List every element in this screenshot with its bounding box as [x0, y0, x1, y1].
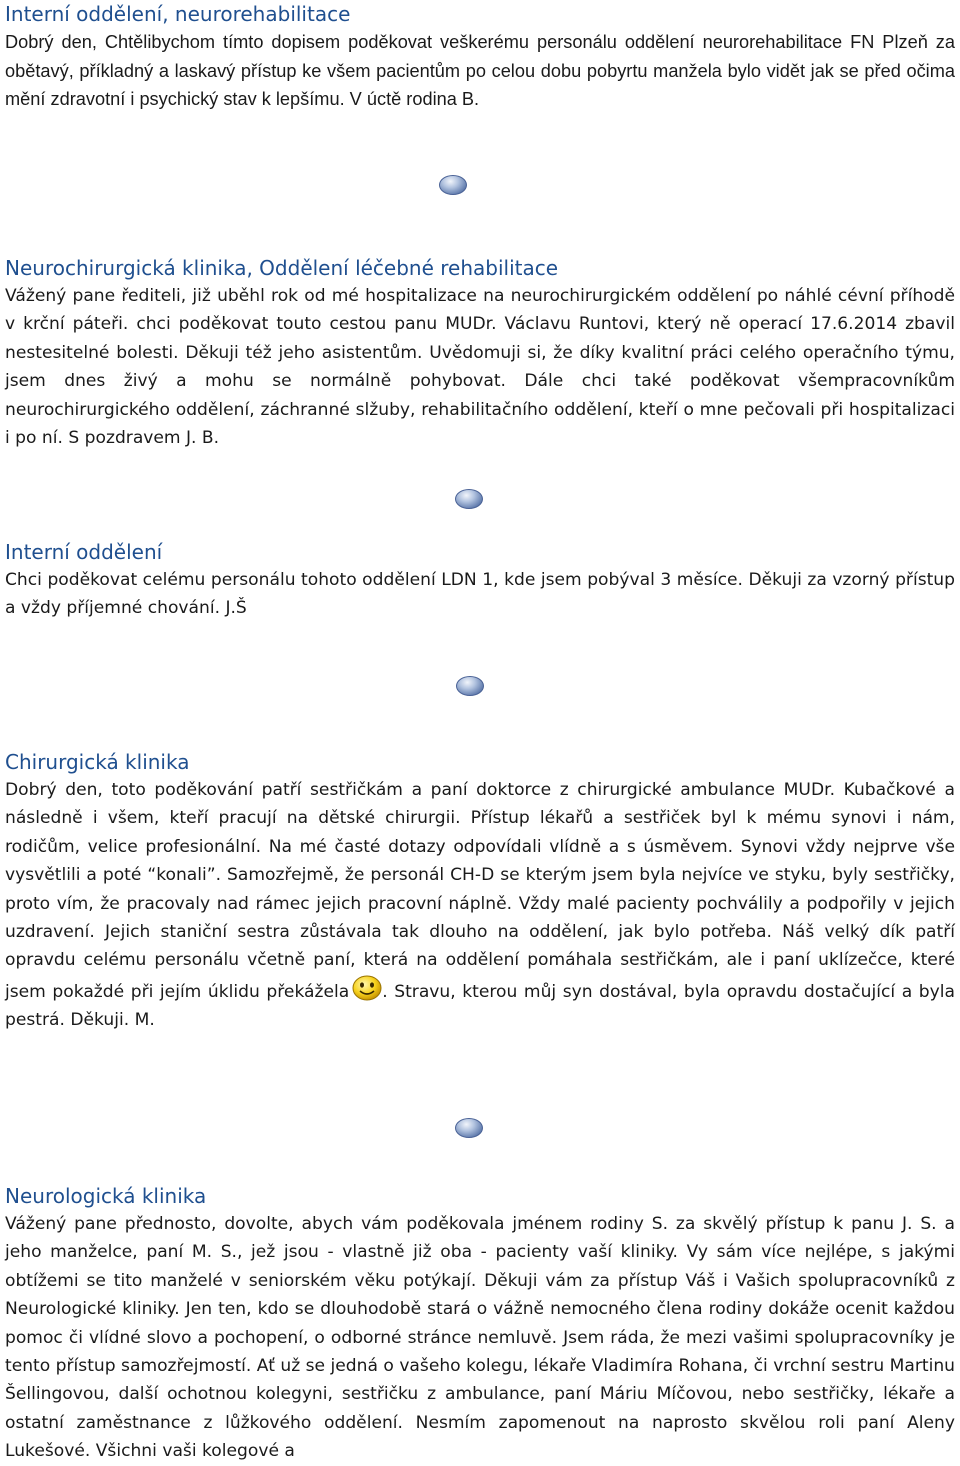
section-chirurgicka: [5, 748, 955, 1035]
section-neurologicka: [5, 1182, 955, 1466]
smiley-icon: [352, 975, 382, 1001]
section-body: Dobrý den, Chtělibychom tímto dopisem poděkovat veškerému personálu oddělení neurorehabilitace FN Plzeň za obětavý, příkladný a laskavý přístup ke všem pacientům po celou dobu pobyrtu manžela bylo vidět jak se před očima mění zdravotní i psychický stav k lepšímu. V úctě rodina B.: [5, 32, 955, 109]
section-heading: Interní oddělení: [5, 540, 163, 564]
section-neurochirurgicka: [5, 254, 955, 452]
separator-bullet-icon: [455, 489, 483, 509]
section-heading: Neurologická klinika: [5, 1184, 207, 1208]
section-body-text: . Stravu, kterou můj syn dostával, byla opravdu dostačující a byla pestrá. Děkuji. M.: [5, 981, 955, 1031]
separator-bullet-icon: [455, 1118, 483, 1138]
section-body: Chci poděkovat celému personálu tohoto oddělení LDN 1, kde jsem pobýval 3 měsíce. Děkuji za vzorný přístup a vždy příjemné chování. J.Š: [5, 570, 955, 619]
section-body: Vážený pane řediteli, již uběhl rok od mé hospitalizace na neurochirurgickém oddělení po náhlé cévní příhodě v krční páteři. chci poděkovat touto cestou panu MUDr. Václavu Runtovi, který ně operací 17.6.2014 zbavil nestesitelné bolesti. Děkuji též jeho asistentům. Uvědomuji si, že díky kvalitní práci celého operačního týmu, jsem dnes živý a mohu se normálně pohybovat. Dále chci také poděkovat všempracovníkům neurochirurgického oddělení, záchranné slžuby, rehabilitačního oddělení, kteří o mne pečovali při hospitalizaci i po ní. S pozdravem J. B.: [5, 286, 955, 449]
section-body-text: Dobrý den, toto poděkování patří sestřičkám a paní doktorce z chirurgické ambulance MUDr. Kubačkové a následně i všem, kteří pracují na dětské chirurgii. Přístup lékařů a sestřiček byl k mému synovi i nám, rodičům, velice profesionální. Na mé časté dotazy odpovídali vlídně a s úsměvem. Synovi vždy nejprve vše vysvětlili a poté “konali”. Samozřejmě, že personál CH-D se kterým jsem byla nejvíce ve styku, byly sestřičky, proto vím, že pracovaly nad rámec jejich pracovní náplně. Vždy malé pacienty pochválily a podpořily v jejich uzdravení. Jejich staniční sestra zůstávala tak dlouho na oddělení, jak bylo potřeba. Náš velký dík patří opravdu celému personálu včetně paní, která na oddělení pomáhala sestřičkám, ale i paní uklízečce, které jsem pokaždé při jejím úklidu překážela: [5, 780, 955, 1002]
section-heading: Interní oddělení, neurorehabilitace: [5, 2, 351, 26]
section-heading: Chirurgická klinika: [5, 750, 190, 774]
section-body: [5, 776, 955, 1035]
section-heading: Neurochirurgická klinika, Oddělení léčebné rehabilitace: [5, 256, 559, 280]
section-body: Vážený pane přednosto, dovolte, abych vám poděkovala jménem rodiny S. za skvělý přístup k panu J. S. a jeho manželce, paní M. S., jež jsou - vlastně již oba - pacienty vaší kliniky. Vy sám více nejlépe, s jakými obtížemi se tito manželé v seniorském věku potýkají. Děkuji vám za přístup Váš i Vašich spolupracovníků z Neurologické kliniky. Jen ten, kdo se dlouhodobě stará o vážně nemocného člena rodiny dokáže ocenit každou pomoc či vlídné slovo a pochopení, o odborné stránce nemluvě. Jsem ráda, že mezi vašimi spolupracovníky je tento přístup samozřejmostí. Ať už se jedná o vašeho kolegu, lékaře Vladimíra Rohana, či vrchní sestru Martinu Šellingovou, další ochotnou kolegyni, sestřičku z ambulance, paní Máriu Míčovou, nebo sestřičky, lékaře a ostatní zaměstnance z lůžkového oddělení. Nesmím zapomenout na naprosto skvělou roli paní Aleny Lukešové. Všichni vaši kolegové a: [5, 1214, 955, 1462]
separator-bullet-icon: [439, 175, 467, 195]
separator-bullet-icon: [456, 676, 484, 696]
section-interni: [5, 538, 955, 623]
section-interni-neurorehabilitace: [5, 0, 955, 114]
